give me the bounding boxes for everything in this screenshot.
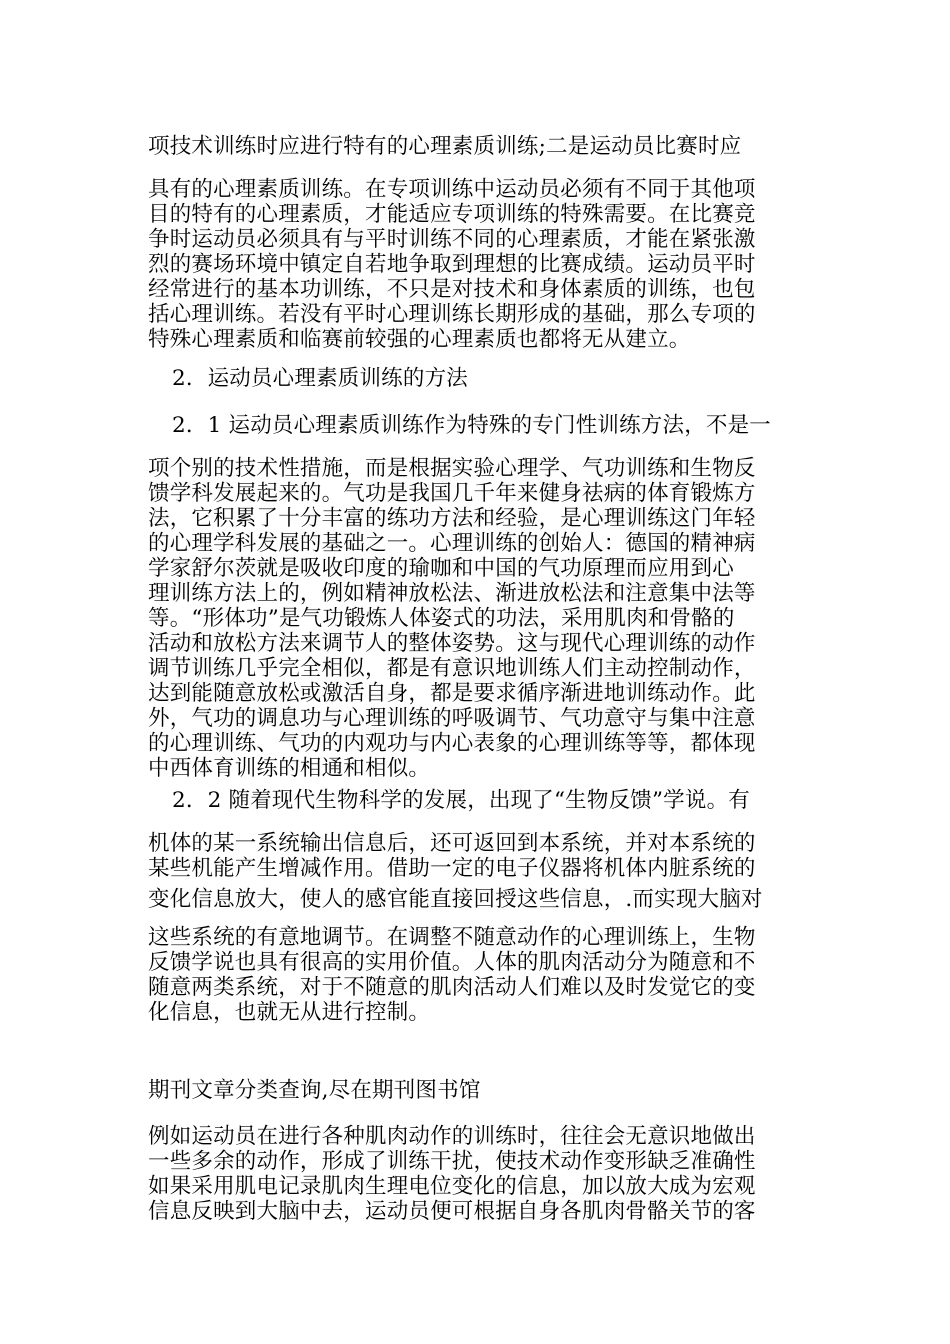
text-line: 这些系统的有意地调节。在调整不随意动作的心理训练上，生物 [148, 925, 756, 950]
text-line: 外，气功的调息功与心理训练的呼吸调节、气功意守与集中注意 [148, 706, 756, 731]
text-line: 具有的心理素质训练。在专项训练中运动员必须有不同于其他项 [148, 177, 756, 202]
text-line: 括心理训练。若没有平时心理训练长期形成的基础，那么专项的 [148, 302, 756, 327]
text-line: 项个别的技术性措施，而是根据实验心理学、气功训练和生物反 [148, 456, 756, 481]
text-line: 法，它积累了十分丰富的练功方法和经验，是心理训练这门年轻 [148, 506, 756, 531]
text-line: 某些机能产生增减作用。借助一定的电子仪器将机体内脏系统的 [148, 856, 756, 881]
text-line: 化信息，也就无从进行控制。 [148, 1000, 431, 1025]
text-line: 调节训练几乎完全相似，都是有意识地训练人们主动控制动作， [148, 656, 756, 681]
text-line: 变化信息放大，使人的感官能直接回授这些信息，.而实现大脑对 [148, 887, 763, 912]
text-line: 中西体育训练的相通和相似。 [148, 756, 431, 781]
text-line: 2．1 运动员心理素质训练作为特殊的专门性训练方法，不是一 [172, 413, 771, 438]
text-line: 项技术训练时应进行特有的心理素质训练;二是运动员比赛时应 [148, 134, 742, 159]
text-line: 的心理学科发展的基础之一。心理训练的创始人：德国的精神病 [148, 531, 756, 556]
text-line: 争时运动员必须具有与平时训练不同的心理素质，才能在紧张激 [148, 227, 756, 252]
journal-notice: 期刊文章分类查询,尽在期刊图书馆 [148, 1078, 481, 1103]
text-line: 学家舒尔茨就是吸收印度的瑜咖和中国的气功原理而应用到心 [148, 556, 734, 581]
text-line: 反馈学说也具有很高的实用价值。人体的肌肉活动分为随意和不 [148, 950, 756, 975]
text-line: 经常进行的基本功训练，不只是对技术和身体素质的训练，也包 [148, 277, 756, 302]
text-line: 馈学科发展起来的。气功是我国几千年来健身祛病的体育锻炼方 [148, 481, 756, 506]
text-line: 一些多余的动作，形成了训练干扰，使技术动作变形缺乏准确性 [148, 1149, 756, 1174]
section-heading: 2．运动员心理素质训练的方法 [172, 366, 468, 391]
text-line: 理训练方法上的，例如精神放松法、渐进放松法和注意集中法等 [148, 581, 756, 606]
text-line: 信息反映到大脑中去，运动员便可根据自身各肌肉骨骼关节的客 [148, 1199, 756, 1224]
text-line: 特殊心理素质和临赛前较强的心理素质也都将无从建立。 [148, 327, 691, 352]
text-line: 等。“形体功”是气功锻炼人体姿式的功法，采用肌肉和骨骼的 [148, 606, 735, 631]
text-line: 烈的赛场环境中镇定自若地争取到理想的比赛成绩。运动员平时 [148, 252, 756, 277]
text-line: 机体的某一系统输出信息后，还可返回到本系统，并对本系统的 [148, 831, 756, 856]
text-line: 达到能随意放松或激活自身，都是要求循序渐进地训练动作。此 [148, 681, 756, 706]
text-line: 2．2 随着现代生物科学的发展，出现了“生物反馈”学说。有 [172, 788, 750, 813]
text-line: 的心理训练、气功的内观功与内心表象的心理训练等等，都体现 [148, 731, 756, 756]
text-line: 活动和放松方法来调节人的整体姿势。这与现代心理训练的动作 [148, 631, 756, 656]
text-line: 如果采用肌电记录肌肉生理电位变化的信息，加以放大成为宏观 [148, 1174, 756, 1199]
text-line: 例如运动员在进行各种肌肉动作的训练时，往往会无意识地做出 [148, 1124, 756, 1149]
text-line: 随意两类系统，对于不随意的肌肉活动人们难以及时发觉它的变 [148, 975, 756, 1000]
text-line: 目的特有的心理素质，才能适应专项训练的特殊需要。在比赛竞 [148, 202, 756, 227]
